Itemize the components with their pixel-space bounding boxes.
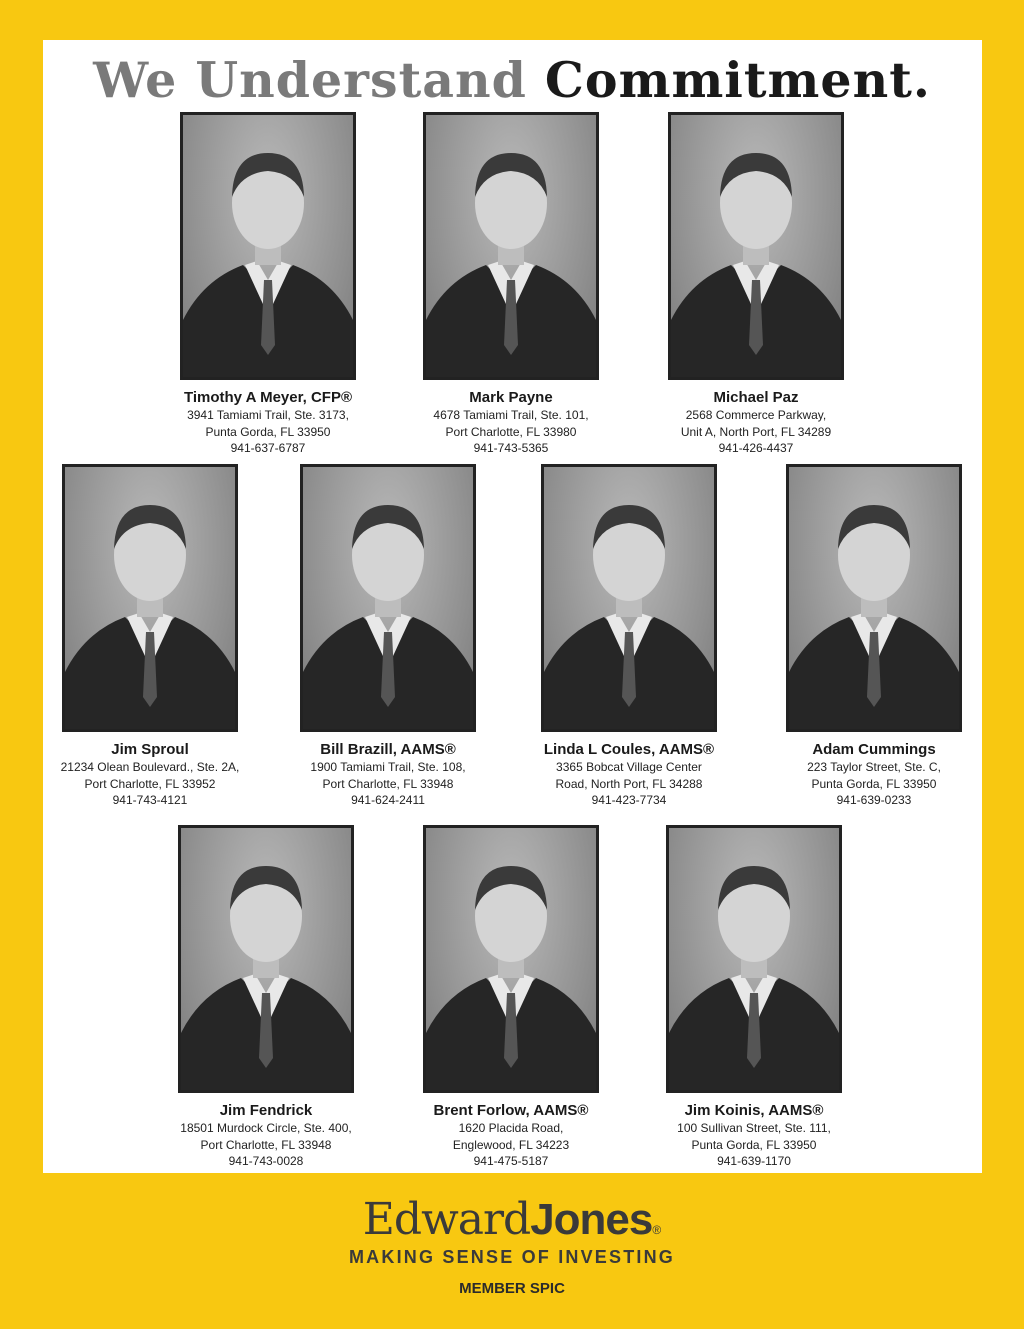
advisor-card	[626, 112, 886, 457]
advisor-address-line-2: Port Charlotte, FL 33948	[200, 1137, 332, 1152]
advisor-photo	[423, 112, 599, 380]
advisor-phone: 941-639-0233	[836, 793, 912, 807]
advisor-address-line-2: Road, North Port, FL 34288	[555, 776, 703, 791]
advisor-address-line-2: Port Charlotte, FL 33952	[84, 776, 216, 791]
advisor-phone: 941-426-4437	[718, 441, 794, 455]
advisor-address-line-2: Punta Gorda, FL 33950	[205, 424, 331, 439]
advisor-photo	[178, 825, 354, 1093]
advisor-name: Jim Fendrick	[219, 1102, 313, 1119]
logo-edward: Edward	[362, 1194, 531, 1245]
advisor-name: Adam Cummings	[812, 741, 936, 758]
advisor-address-line-1: 223 Taylor Street, Ste. C,	[807, 760, 941, 774]
advisor-address-line-2: Punta Gorda, FL 33950	[811, 776, 937, 791]
advisor-card	[381, 112, 641, 457]
advisor-phone: 941-639-1170	[717, 1154, 791, 1168]
advisor-photo	[180, 112, 356, 380]
brand-footer	[0, 1192, 1024, 1297]
advisor-phone: 941-743-0028	[228, 1154, 304, 1168]
advisor-photo	[62, 464, 238, 732]
advisor-name: Mark Payne	[469, 389, 553, 406]
advisor-address-line-1: 3941 Tamiami Trail, Ste. 3173,	[187, 408, 349, 422]
advisor-address-line-1: 3365 Bobcat Village Center	[556, 760, 702, 774]
advisor-name: Michael Paz	[713, 389, 799, 406]
advisor-address-line-1: 4678 Tamiami Trail, Ste. 101,	[433, 408, 589, 422]
advisor-card	[20, 464, 280, 809]
advisor-card	[499, 464, 759, 809]
advisor-address-line-2: Port Charlotte, FL 33980	[445, 424, 577, 439]
advisor-address-line-2: Port Charlotte, FL 33948	[322, 776, 454, 791]
advisor-address-line-1: 2568 Commerce Parkway,	[685, 408, 827, 422]
advisor-address-line-2: Punta Gorda, FL 33950	[691, 1137, 817, 1152]
logo-jones: Jones	[530, 1195, 653, 1244]
advisor-name: Jim Koinis, AAMS®	[684, 1102, 824, 1119]
edward-jones-logo	[0, 1192, 1024, 1248]
advisor-address-line-1: 18501 Murdock Circle, Ste. 400,	[180, 1121, 352, 1135]
headline-part-light: We Understand	[93, 51, 527, 109]
advisor-address-line-1: 1900 Tamiami Trail, Ste. 108,	[310, 760, 466, 774]
advisor-name: Linda L Coules, AAMS®	[543, 741, 715, 758]
brand-tagline: MAKING SENSE OF INVESTING	[348, 1247, 676, 1267]
advisor-photo	[300, 464, 476, 732]
member-notice: MEMBER SPIC	[459, 1280, 565, 1297]
advisor-photo	[541, 464, 717, 732]
advisor-name: Timothy A Meyer, CFP®	[183, 389, 353, 406]
registered-mark: ®	[652, 1223, 662, 1237]
headline-part-dark: Commitment.	[544, 51, 931, 109]
advisor-address-line-1: 21234 Olean Boulevard., Ste. 2A,	[60, 760, 240, 774]
advisor-photo	[423, 825, 599, 1093]
advisor-card	[258, 464, 518, 809]
advisor-photo	[786, 464, 962, 732]
advisor-card	[624, 825, 884, 1170]
advisor-phone: 941-743-4121	[112, 793, 188, 807]
advisor-photo	[668, 112, 844, 380]
page-headline	[0, 52, 1024, 108]
advisor-phone: 941-743-5365	[473, 441, 549, 455]
advisor-phone: 941-423-7734	[591, 793, 667, 807]
advisor-address-line-2: Englewood, FL 34223	[452, 1137, 570, 1152]
advisor-card	[381, 825, 641, 1170]
advisor-card	[138, 112, 398, 457]
advisor-phone: 941-475-5187	[473, 1154, 549, 1168]
advisor-name: Bill Brazill, AAMS®	[320, 741, 456, 758]
advisor-address-line-1: 100 Sullivan Street, Ste. 111,	[677, 1121, 831, 1135]
advisor-name: Brent Forlow, AAMS®	[433, 1102, 589, 1119]
advisor-photo	[666, 825, 842, 1093]
advisor-phone: 941-624-2411	[351, 793, 425, 807]
advisor-address-line-2: Unit A, North Port, FL 34289	[680, 424, 832, 439]
advisor-card	[744, 464, 1004, 809]
advisor-name: Jim Sproul	[111, 741, 189, 758]
advisor-phone: 941-637-6787	[230, 441, 306, 455]
advisor-card	[136, 825, 396, 1170]
advisor-address-line-1: 1620 Placida Road,	[458, 1121, 564, 1135]
